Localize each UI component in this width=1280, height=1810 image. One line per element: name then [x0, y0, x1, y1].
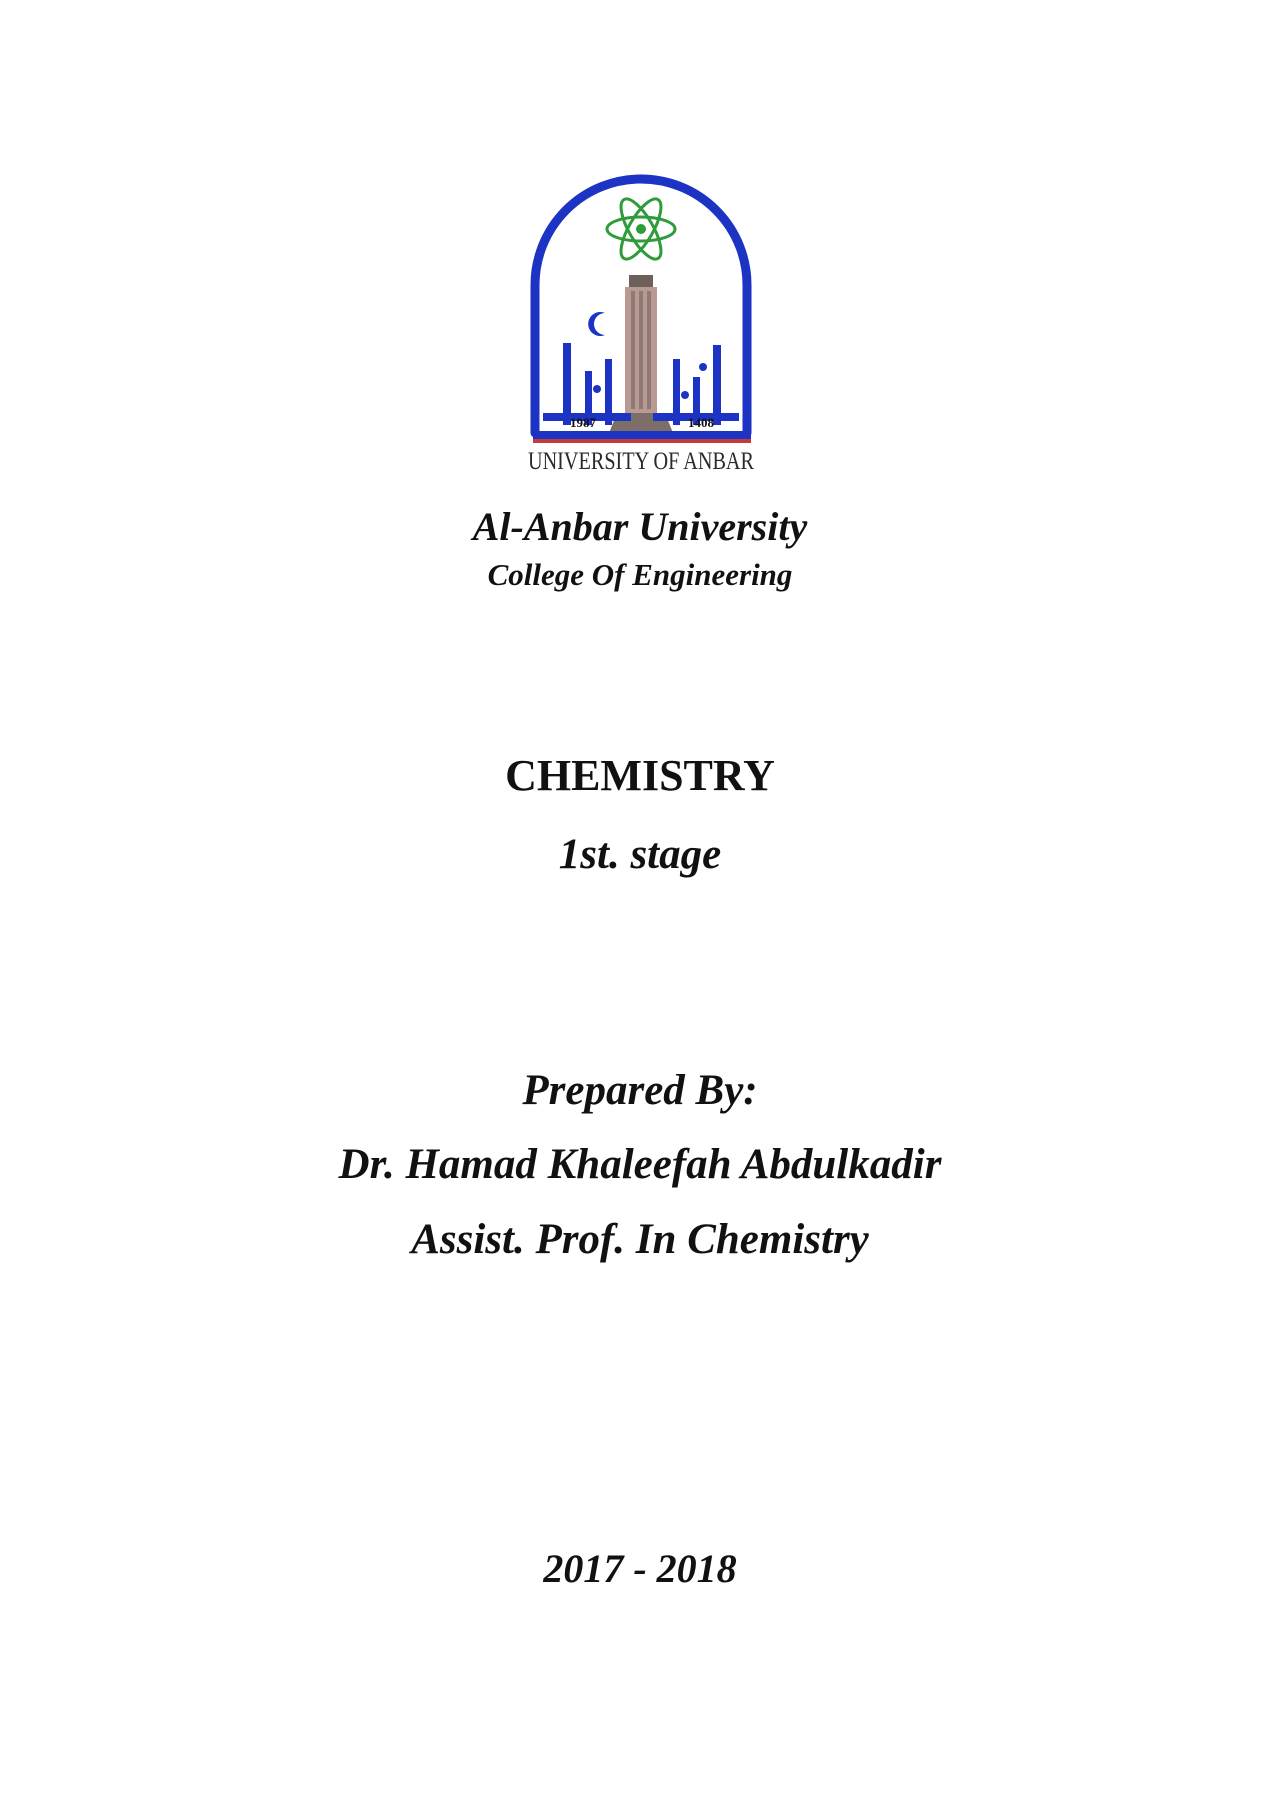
author-name: Dr. Hamad Khaleefah Abdulkadir — [338, 1141, 942, 1188]
prepared-by-label: Prepared By: — [522, 1067, 758, 1114]
logo-caption: UNIVERSITY OF ANBAR — [528, 448, 755, 475]
stage-label: 1st. stage — [558, 831, 722, 878]
logo-year-left: 1987 — [570, 415, 596, 430]
college-name: College Of Engineering — [487, 557, 793, 592]
minaret-icon — [609, 275, 673, 433]
atom-icon — [607, 194, 675, 265]
logo-base-stripe — [533, 439, 751, 443]
logo-base-band — [533, 431, 751, 439]
subject-title: CHEMISTRY — [505, 751, 775, 800]
author-title: Assist. Prof. In Chemistry — [411, 1216, 869, 1263]
academic-years: 2017 - 2018 — [543, 1546, 737, 1591]
university-logo — [513, 163, 769, 485]
logo-year-right: 1408 — [688, 415, 714, 430]
crescent-icon — [588, 312, 605, 336]
university-name: Al-Anbar University — [472, 504, 808, 549]
